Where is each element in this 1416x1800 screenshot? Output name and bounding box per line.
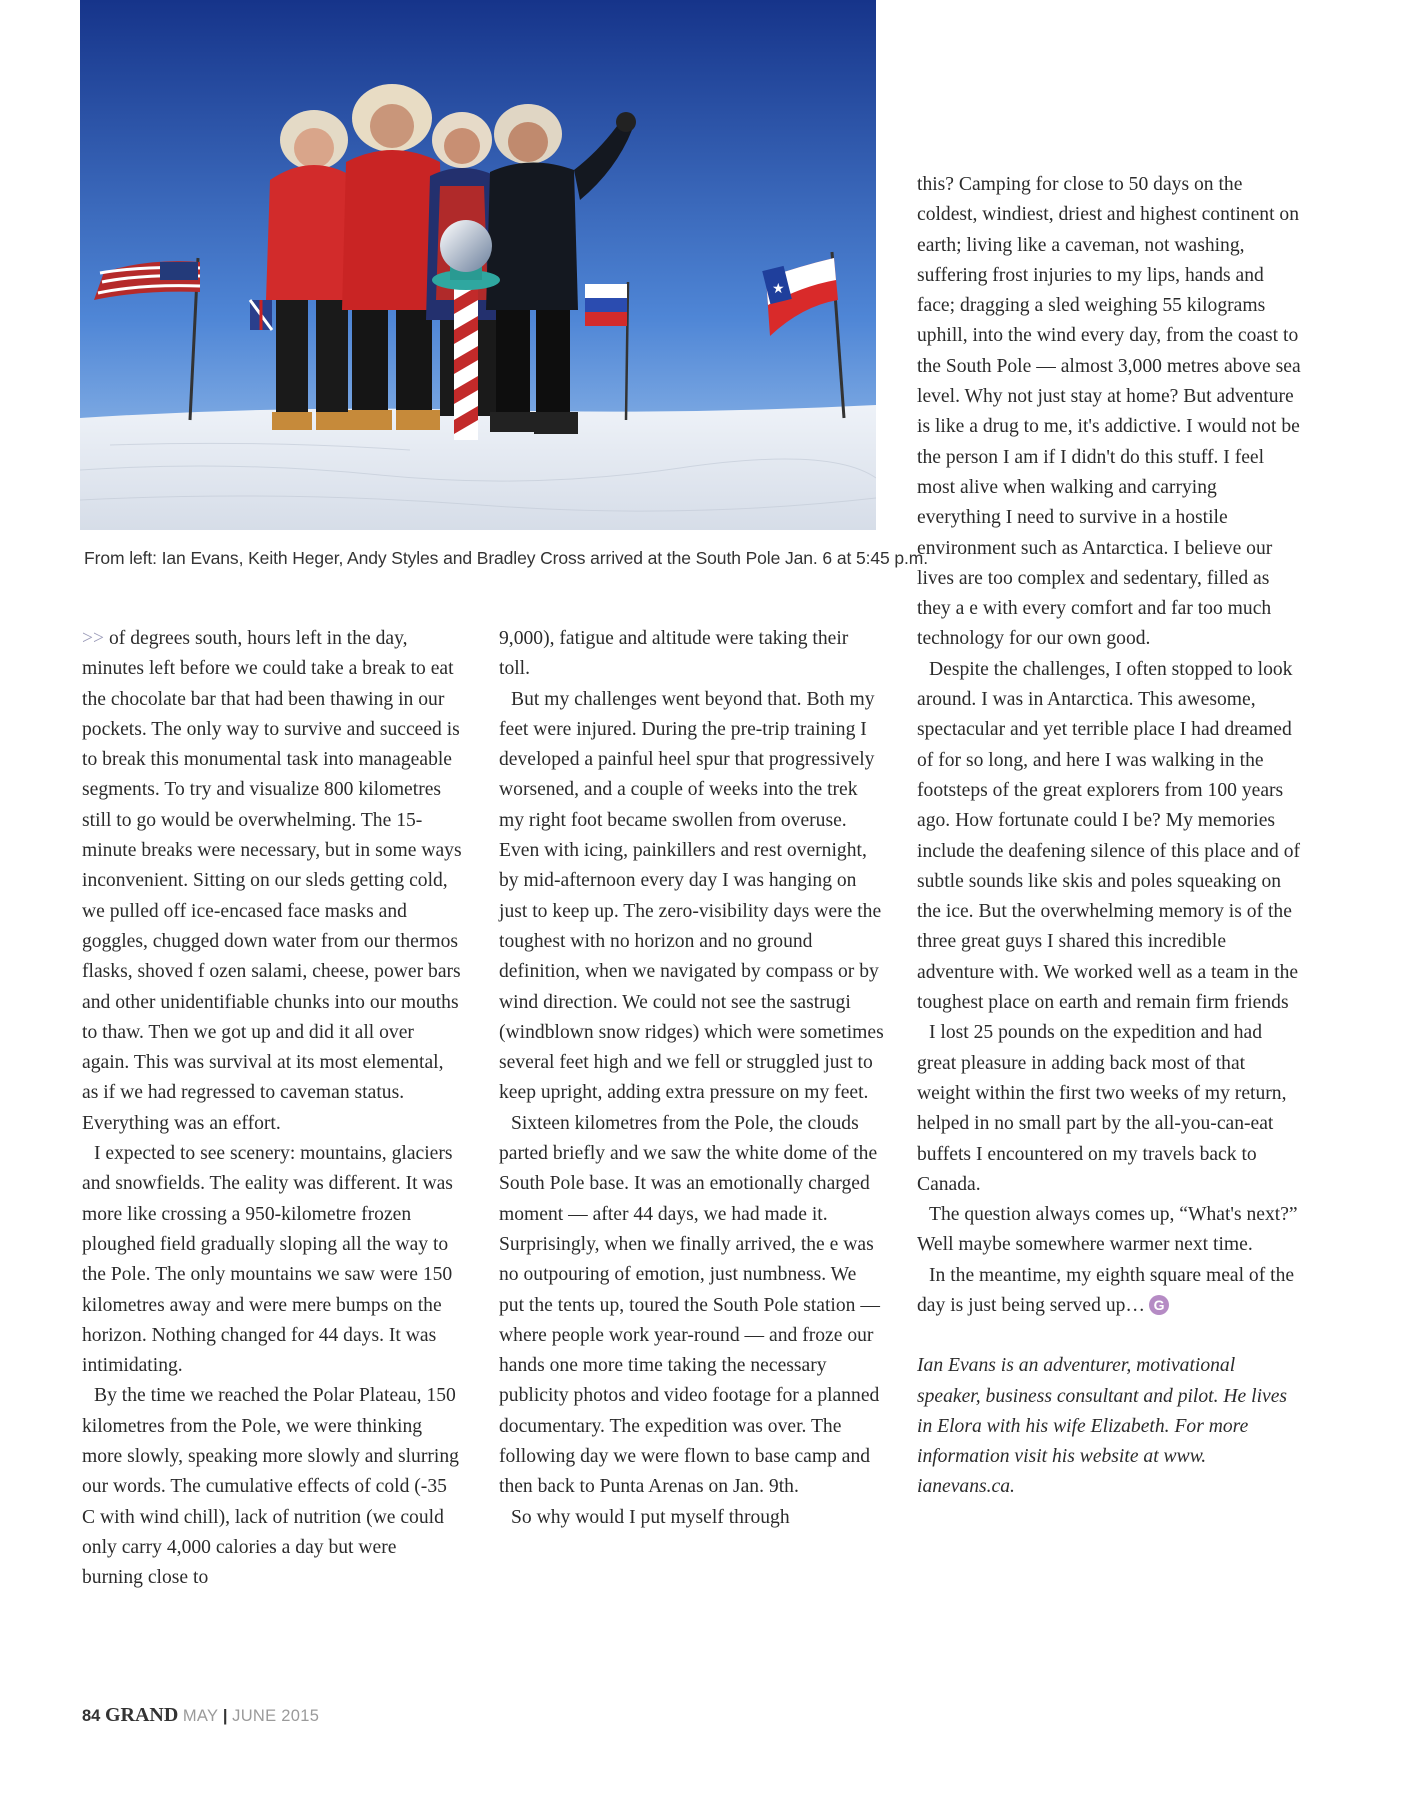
paragraph: But my challenges went beyond that. Both my feet were injured. During the pre-trip training I developed a painful heel spur that progressively worsened, and a couple of weeks into the trek my right foot became swollen from overuse. Even with icing, painkillers and rest overnight, by mid-afternoon every day I was hanging on just to keep up. The zero-visibility days were the toughest with no horizon and no ground definition, when we navigated by compass or by wind direction. We could not see the sastrugi (windblown snow ridges) which were sometimes several feet high and we fell or struggled just to keep upright, adding extra pressure on my feet. (499, 688, 884, 1104)
magazine-name: GRAND (104, 1704, 179, 1726)
svg-text:★: ★ (772, 281, 785, 297)
paragraph: So why would I put myself through (511, 1506, 790, 1528)
paragraph: Despite the challenges, I often stopped to look around. I was in Antarctica. This awesome, spectacular and yet terrible place I had dreamed of for so long, and here I was walking in the footsteps of the great explorers from 100 years ago. How fortunate could I be? My memories include the deafening silence of this place and of subtle sounds like skis and poles squeaking on the ice. But the overwhelming memory is of the three great guys I shared this incredible adventure with. We worked well as a team in the toughest place on earth and remain firm friends (917, 658, 1301, 1014)
article-column-2 (499, 624, 884, 1533)
expedition-photo (80, 0, 876, 530)
article-column-1 (82, 624, 462, 1594)
article-column-3 (917, 170, 1302, 1503)
issue-date: JUNE 2015 (232, 1707, 320, 1725)
end-mark-icon: G (1149, 1295, 1169, 1315)
paragraph: Sixteen kilometres from the Pole, the clouds parted briefly and we saw the white dome of the South Pole base. It was an emotionally charged moment — after 44 days, we had made it. Surprisingly, when we finally arrived, the e was no outpouring of emotion, just numbness. We put the tents up, toured the South Pole station — where people work year-round — and froze our hands one more time taking the necessary publicity photos and video footage for a planned documentary. The expedition was over. The following day we were flown to base camp and then back to Punta Arenas on Jan. 9th. (499, 1112, 880, 1498)
footer-separator: | (222, 1707, 228, 1725)
page-footer (82, 1704, 319, 1727)
paragraph: I expected to see scenery: mountains, glaciers and snowfields. The eality was different. It was more like crossing a 950-kilometre frozen ploughed field gradually sloping all the way to the Pole. The only mountains we saw were 150 kilometres away and were mere bumps on the horizon. Nothing changed for 44 days. It was intimidating. (82, 1143, 453, 1377)
paragraph: By the time we reached the Polar Plateau, 150 kilometres from the Pole, we were thinking more slowly, speaking more slowly and slurring our words. The cumulative effects of cold (-35 C with wind chill), lack of nutrition (we could only carry 4,000 calories a day but were burning close to (82, 1385, 459, 1589)
continuation-mark: >> (82, 628, 105, 649)
paragraph: 9,000), fatigue and altitude were taking their toll. (499, 628, 849, 680)
paragraph: >> of degrees south, hours left in the day, minutes left before we could take a break to eat the chocolate bar that had been thawing in our pockets. The only way to survive and succeed is to break this monumental task into manageable segments. To try and visualize 800 kilometres still to go would be overwhelming. The 15-minute breaks were necessary, but in some ways inconvenient. Sitting on our sleds getting cold, we pulled off ice-encased face masks and goggles, chugged down water from our thermos flasks, shoved f ozen salami, cheese, power bars and other unidentifiable chunks into our mouths to thaw. Then we got up and did it all over again. This was survival at its most elemental, as if we had regressed to caveman status. Everything was an effort. (82, 628, 462, 1134)
author-bio: Ian Evans is an adventurer, motivational speaker, business consultant and pilot. He lives in Elora with his wife Elizabeth. For more information visit his website at www. ianevans.ca. (917, 1355, 1288, 1498)
paragraph: this? Camping for close to 50 days on the coldest, windiest, driest and highest continent on earth; living like a caveman, not washing, suffering frost injuries to my lips, hands and face; dragging a sled weighing 55 kilograms uphill, into the wind every day, from the coast to the South Pole — almost 3,000 metres above sea level. Why not just stay at home? But adventure is like a drug to me, it's addictive. I would not be the person I am if I didn't do this stuff. I feel most alive when walking and carrying everything I need to survive in a hostile environment such as Antarctica. I believe our lives are too complex and sedentary, filled as they a e with every comfort and far too much technology for our own good. (917, 174, 1301, 650)
paragraph: I lost 25 pounds on the expedition and had great pleasure in adding back most of that weight within the first two weeks of my return, helped in no small part by the all-you-can-eat buffets I encountered on my travels back to Canada. (917, 1022, 1287, 1195)
paragraph: The question always comes up, “What's next?” Well maybe somewhere warmer next time. (917, 1204, 1298, 1256)
page-number: 84 (82, 1707, 101, 1725)
issue-month: MAY (182, 1707, 219, 1725)
paragraph: In the meantime, my eighth square meal of the day is just being served up… G (917, 1264, 1295, 1316)
photo-caption: From left: Ian Evans, Keith Heger, Andy Styles and Bradley Cross arrived at the South Pole Jan. 6 at 5:45 p.m. (84, 548, 929, 568)
